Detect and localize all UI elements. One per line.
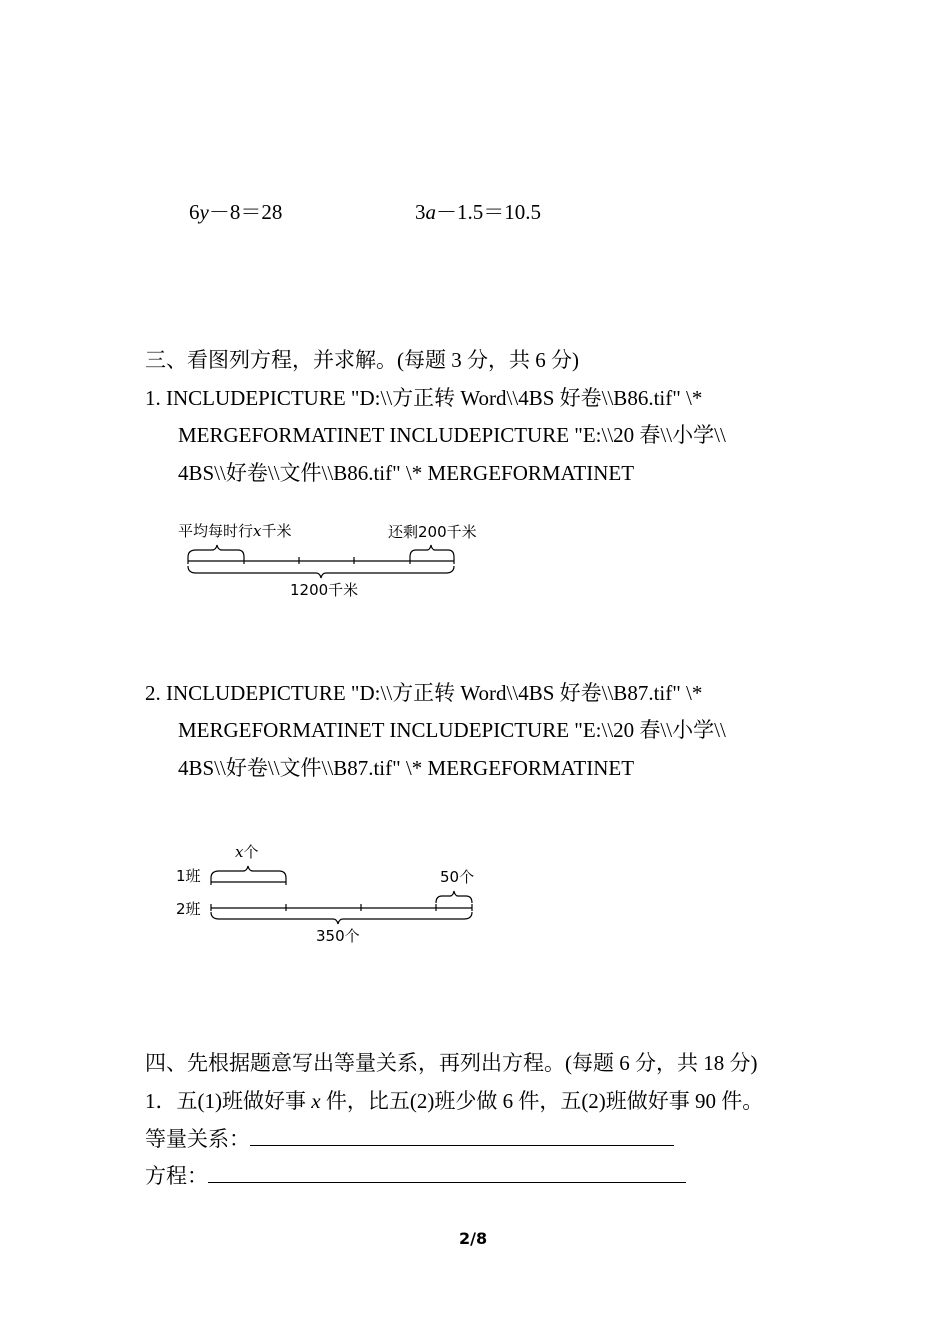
diagram2-brace-total: [211, 912, 472, 924]
equation-1: 6y－8＝28: [189, 200, 283, 224]
equation-row: 方程：: [145, 1162, 686, 1189]
diagram2-row2-label: 2班: [176, 900, 201, 918]
s3-q2-line1: 2. INCLUDEPICTURE "D:\\方正转 Word\\4BS 好卷\\B87.tif" \*: [145, 681, 703, 705]
page-number: 2/8: [459, 1229, 488, 1248]
diagram2-brace-extra: [436, 891, 472, 903]
equation-answer-blank[interactable]: [208, 1162, 686, 1183]
diagram2-label-total: 350个: [316, 927, 360, 945]
diagram2-row1-label: 1班: [176, 867, 201, 885]
diagram1-label-left: 平均每时行x千米: [178, 522, 292, 540]
s3-q1-line2: MERGEFORMATINET INCLUDEPICTURE "E:\\20 春\\小学\\: [178, 423, 726, 447]
diagram1-label-right: 还剩200千米: [388, 523, 477, 541]
section-3-heading: 三、看图列方程，并求解。(每题 3 分，共 6 分): [145, 348, 579, 372]
relation-row: 等量关系：: [145, 1125, 674, 1152]
s3-q1-line3: 4BS\\好卷\\文件\\B86.tif" \* MERGEFORMATINET: [178, 461, 635, 485]
diagram2-label-x: x个: [235, 843, 259, 861]
s3-q1-line1: 1. INCLUDEPICTURE "D:\\方正转 Word\\4BS 好卷\\B86.tif" \*: [145, 386, 703, 410]
s3-q2-line2: MERGEFORMATINET INCLUDEPICTURE "E:\\20 春\\小学\\: [178, 718, 726, 742]
s3-q2-line3: 4BS\\好卷\\文件\\B87.tif" \* MERGEFORMATINET: [178, 756, 635, 780]
diagram2-label-extra: 50个: [440, 868, 475, 886]
section-4-heading: 四、先根据题意写出等量关系，再列出方程。(每题 6 分，共 18 分): [145, 1051, 758, 1075]
diagram2-brace-x: [211, 866, 286, 878]
relation-answer-blank[interactable]: [250, 1125, 674, 1146]
diagram1-label-total: 1200千米: [290, 581, 359, 599]
equation-2: 3a－1.5＝10.5: [415, 200, 541, 224]
s4-q1-text: 1．五(1)班做好事 x 件，比五(2)班少做 6 件，五(2)班做好事 90 件。: [145, 1089, 764, 1113]
